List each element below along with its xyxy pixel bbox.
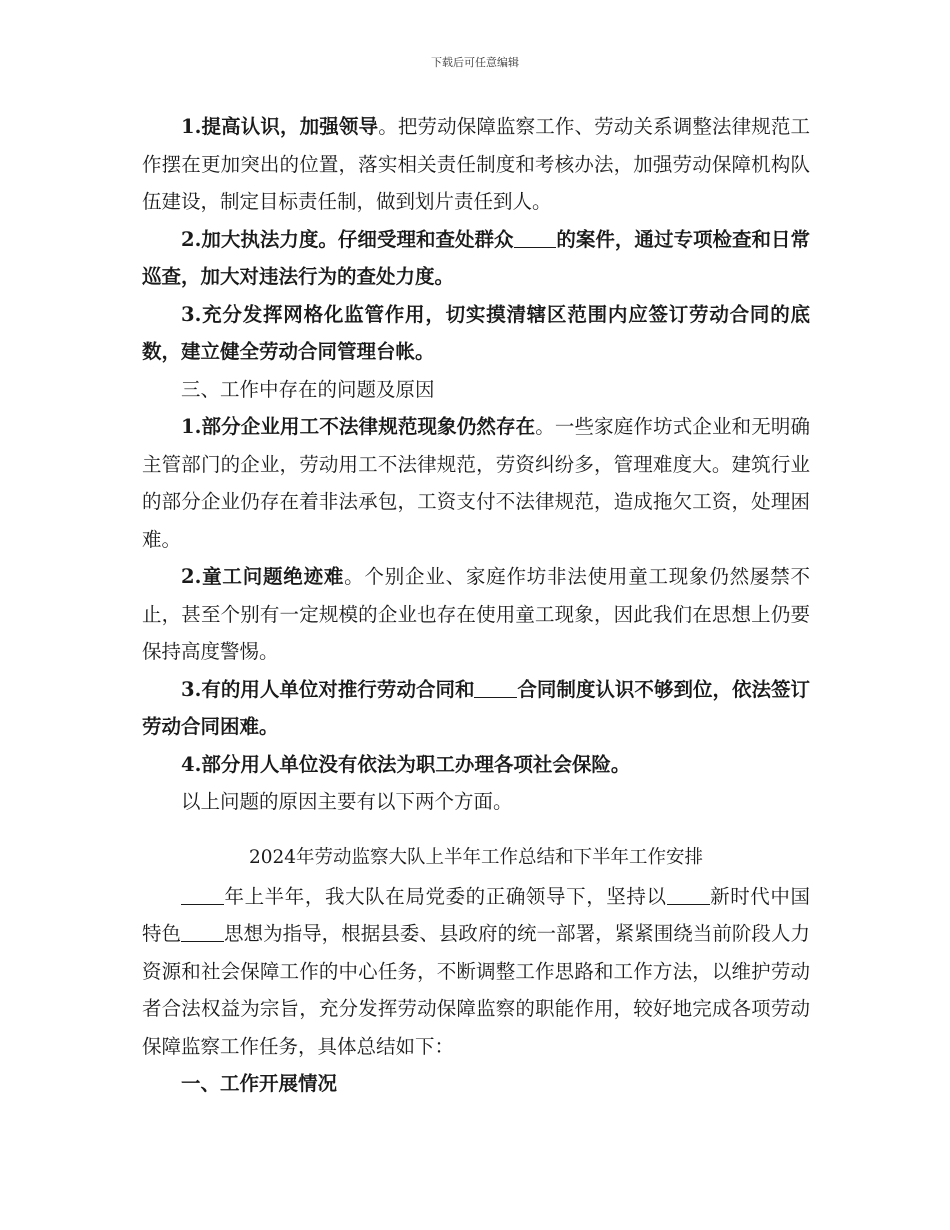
header-note: 下载后可任意编辑	[431, 56, 519, 69]
fill-blank	[474, 677, 517, 698]
paragraph-causes-intro: 以上问题的原因主要有以下两个方面。	[181, 790, 513, 813]
paragraph-enforcement	[142, 221, 810, 296]
paragraph-lead: 1.提高认识，加强领导	[181, 115, 379, 138]
paragraph-text: 。一些家庭作坊式企业和无明确主管部门的企业，劳动用工不法律规范，劳资纠纷多，管理难度大。建筑行业的部分企业仍存在着非法承包，工资支付不法律规范，造成拖欠工资，处理困难。	[142, 415, 810, 551]
paragraph-text: 。个别企业、家庭作坊非法使用童工现象仍然屡禁不止，甚至个别有一定规模的企业也存在使用童工现象，因此我们在思想上仍要保持高度警惕。	[142, 565, 810, 663]
fill-blank	[514, 227, 557, 248]
paragraph-text: 。把劳动保障监察工作、劳动关系调整法律规范工作摆在更加突出的位置，落实相关责任制度和考核办法，加强劳动保障机构队伍建设，制定目标责任制，做到划片责任到人。	[142, 115, 810, 213]
paragraph-text: 年上半年，我大队在局党委的正确领导下，坚持以	[223, 884, 667, 908]
paragraph-text: 2.加大执法力度。仔细受理和查处群众	[181, 227, 514, 251]
document-title: 2024年劳动监察大队上半年工作总结和下半年工作安排	[248, 846, 704, 868]
paragraph-text: 3.有的用人单位对推行劳动合同和	[181, 677, 475, 701]
section-heading-work-progress: 一、工作开展情况	[181, 1072, 338, 1095]
paragraph-lead: 1.部分企业用工不法律规范现象仍然存在	[181, 415, 536, 438]
paragraph-text: 新时代中国特色	[142, 884, 810, 945]
paragraph-text: 合同制度认识不够到位，依法签订劳动合同困难。	[142, 677, 810, 738]
fill-blank	[181, 922, 224, 943]
document-body	[142, 108, 810, 1103]
fill-blank	[667, 884, 710, 905]
paragraph-text: 思想为指导，根据县委、县政府的统一部署，紧紧围绕当前阶段人力资源和社会保障工作的中心任务，不断调整工作思路和工作方法，以维护劳动者合法权益为宗旨，充分发挥劳动保障监察的职能作用，较好地完成各项劳动保障监察工作任务，具体总结如下：	[142, 922, 810, 1058]
paragraph-lead: 2.童工问题绝迹难	[181, 565, 345, 588]
paragraph-strengthen-leadership	[142, 108, 810, 221]
section-heading-problems: 三、工作中存在的问题及原因	[181, 377, 435, 401]
paragraph-social-insurance: 4.部分用人单位没有依法为职工办理各项社会保险。	[181, 752, 631, 776]
paragraph-text: 的案件，通过专项检查和日常巡查，加大对违法行为的查处力度。	[142, 227, 810, 288]
paragraph-labor-contract	[142, 671, 810, 746]
fill-blank	[181, 884, 224, 905]
paragraph-grid-supervision: 3.充分发挥网格化监管作用，切实摸清辖区范围内应签订劳动合同的底数，建立健全劳动合同管理台帐。	[142, 302, 810, 363]
paragraph-irregular-employment	[142, 408, 810, 558]
paragraph-child-labor	[142, 558, 810, 671]
paragraph-intro-summary	[142, 878, 810, 1066]
